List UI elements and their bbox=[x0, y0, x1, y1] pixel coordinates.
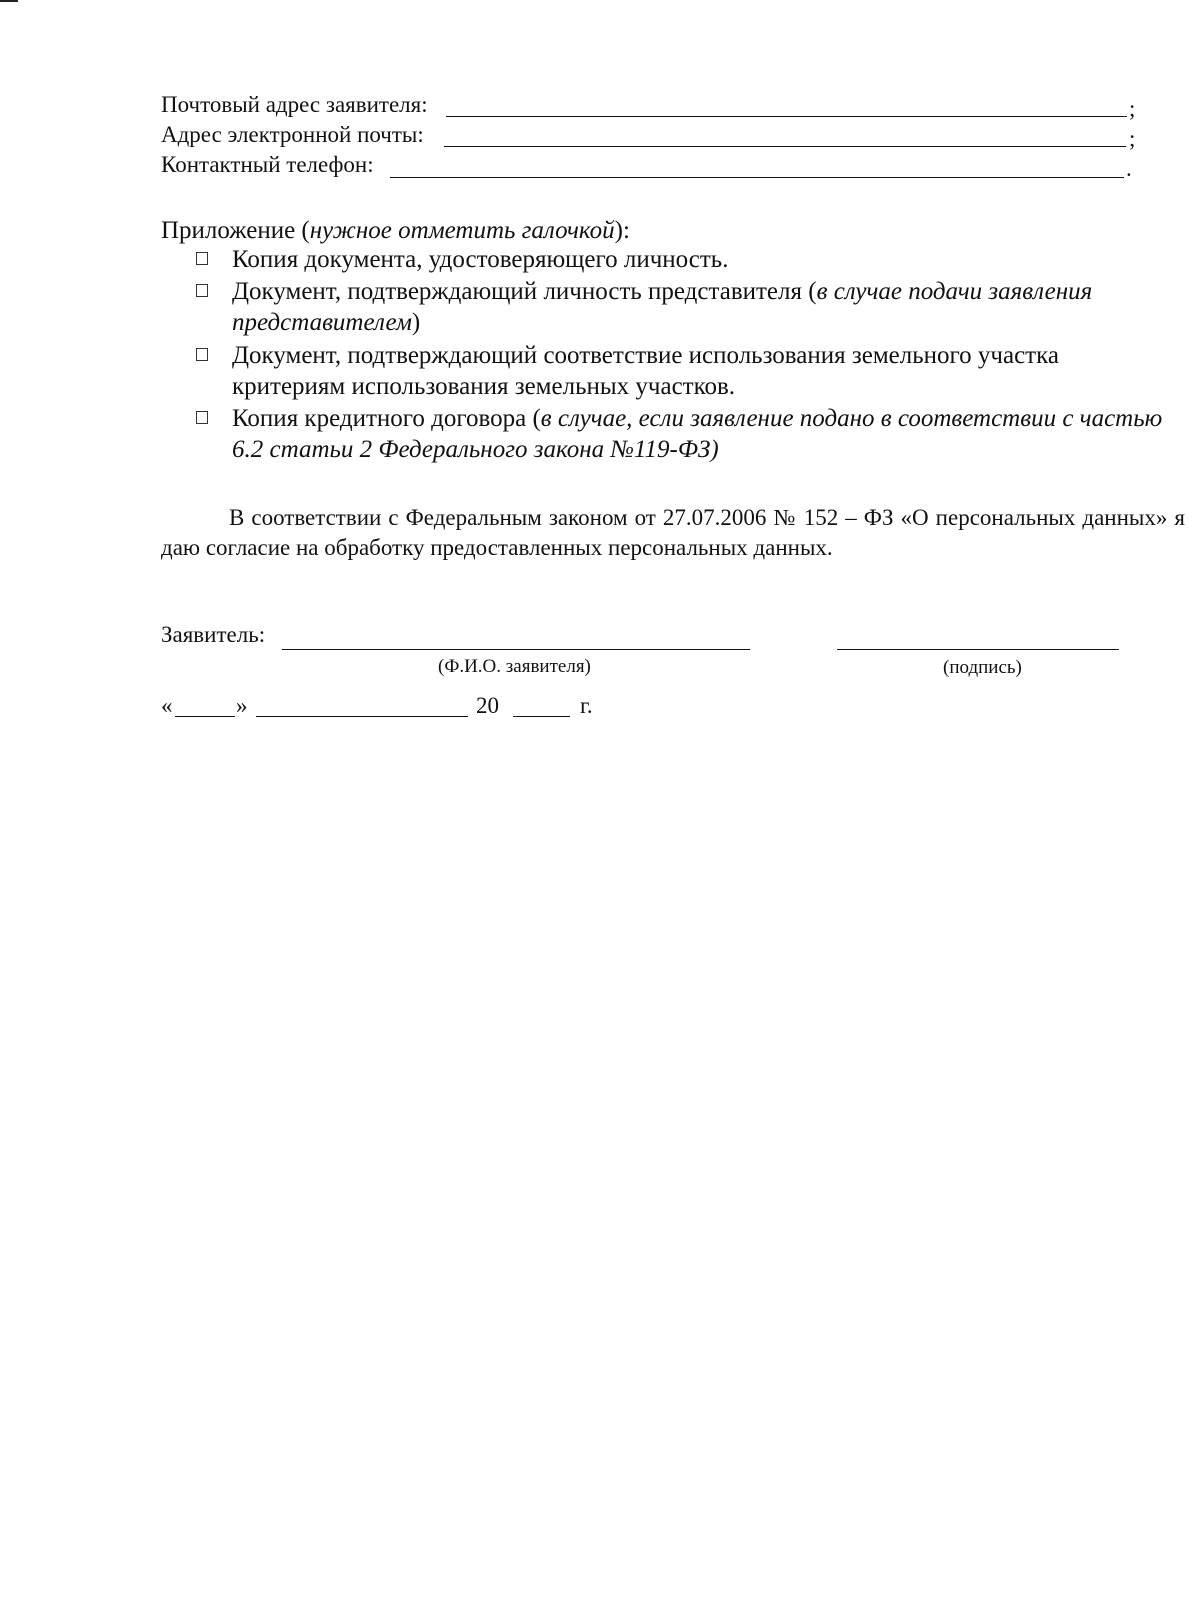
date-close-quote: » bbox=[236, 693, 248, 718]
attachments-heading bbox=[161, 216, 630, 246]
attachment-item bbox=[196, 244, 1176, 275]
phone-field[interactable] bbox=[390, 177, 1124, 178]
scan-edge-mark bbox=[0, 0, 18, 2]
attachments-heading-prefix: Приложение ( bbox=[161, 217, 310, 244]
attachment-text bbox=[232, 276, 1176, 338]
attachment-note: в случае, если заявление подано в соответствии с частью 6.2 статьи 2 Федерального закона №119-ФЗ) bbox=[232, 405, 1163, 463]
postal-address-field[interactable] bbox=[446, 116, 1127, 117]
checkbox[interactable] bbox=[196, 411, 208, 424]
email-end: ; bbox=[1129, 126, 1136, 151]
signature-field[interactable] bbox=[837, 649, 1119, 650]
attachment-item bbox=[196, 276, 1176, 338]
signature-caption: (подпись) bbox=[943, 657, 1022, 678]
date-open-quote: « bbox=[161, 693, 173, 718]
phone-label: Контактный телефон: bbox=[161, 152, 374, 177]
attachment-item bbox=[196, 340, 1176, 402]
attachment-text bbox=[232, 403, 1176, 465]
attachment-text: Копия документа, удостоверяющего личность. bbox=[232, 246, 729, 273]
email-field[interactable] bbox=[444, 146, 1126, 147]
attachment-main-text: Копия кредитного договора ( bbox=[232, 405, 541, 432]
phone-end: . bbox=[1126, 156, 1132, 181]
month-field[interactable] bbox=[256, 716, 468, 717]
fio-caption: (Ф.И.О. заявителя) bbox=[438, 656, 591, 677]
attachments-heading-suffix: ): bbox=[614, 217, 630, 244]
applicant-label: Заявитель: bbox=[161, 622, 266, 647]
checkbox[interactable] bbox=[196, 348, 208, 361]
attachment-text: Документ, подтверждающий соответствие использования земельного участка критериям использования земельных участков. bbox=[232, 342, 1059, 400]
attachment-close: ) bbox=[411, 309, 421, 336]
year-field[interactable] bbox=[513, 716, 570, 717]
checkbox[interactable] bbox=[196, 252, 208, 265]
postal-address-end: ; bbox=[1129, 96, 1136, 121]
applicant-name-field[interactable] bbox=[282, 649, 750, 650]
year-prefix: 20 bbox=[476, 693, 499, 718]
checkbox[interactable] bbox=[196, 284, 208, 297]
attachment-main-text: Документ, подтверждающий личность представителя ( bbox=[232, 278, 817, 305]
postal-address-label: Почтовый адрес заявителя: bbox=[161, 92, 428, 117]
attachment-note: в случае подачи заявления представителем bbox=[232, 278, 1093, 336]
attachment-item bbox=[196, 403, 1176, 465]
consent-paragraph: В соответствии с Федеральным законом от 27.07.2006 № 152 – ФЗ «О персональных данных» я даю согласие на обработку предоставленных персональных данных. bbox=[161, 505, 1185, 560]
day-field[interactable] bbox=[175, 716, 235, 717]
year-suffix: г. bbox=[580, 693, 593, 718]
email-label: Адрес электронной почты: bbox=[161, 122, 424, 147]
attachments-heading-note: нужное отметить галочкой bbox=[309, 217, 615, 244]
